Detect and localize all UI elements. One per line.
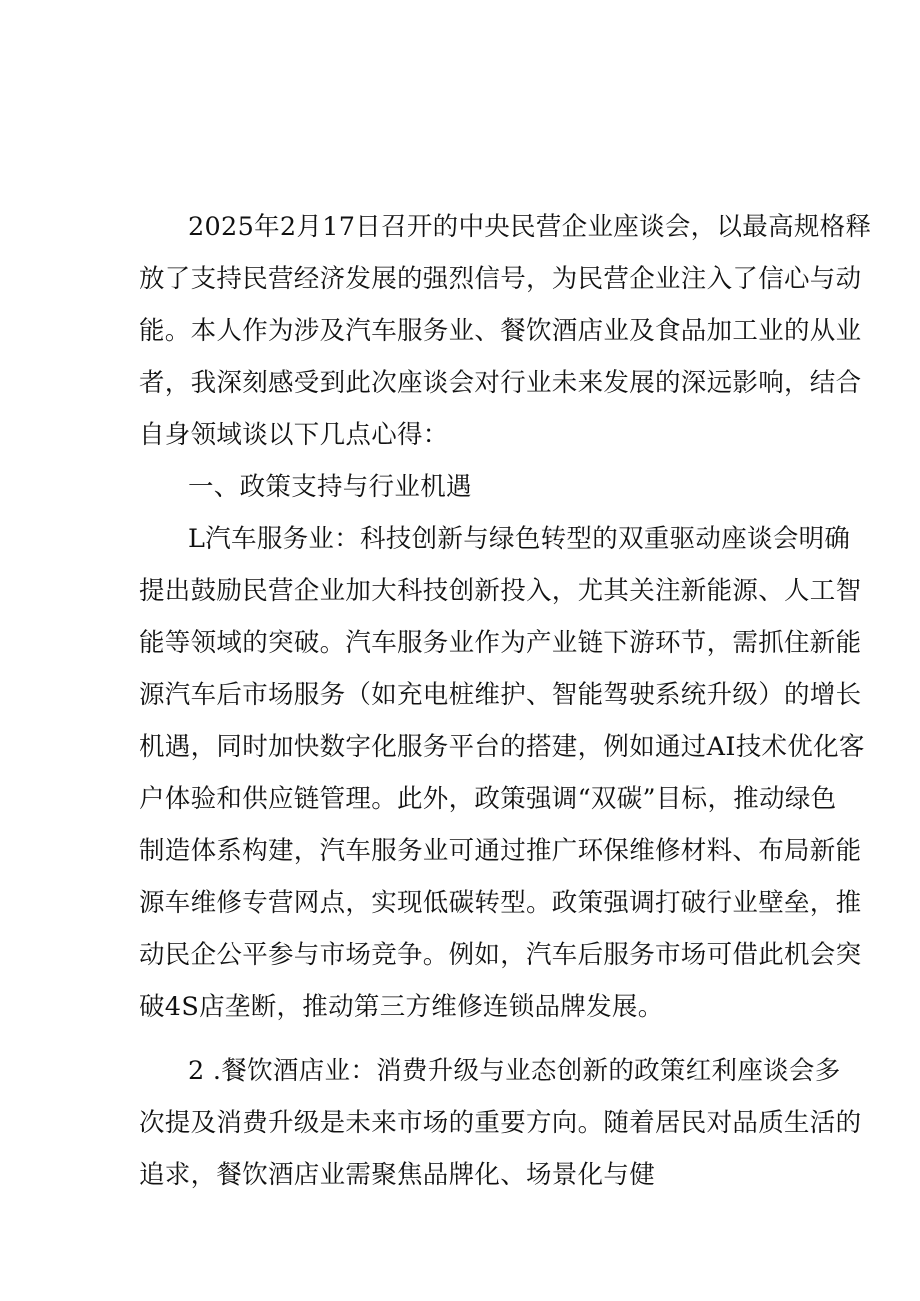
paragraph-line: L汽车服务业：科技创新与绿色转型的双重驱动座谈会明确 <box>188 524 851 554</box>
paragraph-line: 能等领域的突破。汽车服务业作为产业链下游环节，需抓住新能 <box>139 628 862 658</box>
paragraph-line: 提出鼓励民营企业加大科技创新投入，尤其关注新能源、人工智 <box>139 576 862 606</box>
paragraph-line: 追求，餐饮酒店业需聚焦品牌化、场景化与健 <box>139 1160 656 1190</box>
paragraph-intro <box>139 209 872 453</box>
paragraph-line: 2 .餐饮酒店业：消费升级与业态创新的政策红利座谈会多 <box>188 1056 841 1086</box>
paragraph-line: 自身领域谈以下几点心得： <box>139 420 449 450</box>
paragraph-line: 源车维修专营网点，实现低碳转型。政策强调打破行业壁垒，推 <box>139 888 862 918</box>
paragraph-line: 源汽车后市场服务（如充电桩维护、智能驾驶系统升级）的增长 <box>139 680 862 710</box>
paragraph-auto-service <box>139 521 865 1025</box>
paragraph-line: 机遇，同时加快数字化服务平台的搭建，例如通过AI技术优化客 <box>139 732 865 762</box>
paragraph-line: 户体验和供应链管理。此外，政策强调“双碳”目标，推动绿色 <box>139 784 837 814</box>
heading-line: 一、政策支持与行业机遇 <box>188 472 472 502</box>
paragraph-line: 制造体系构建，汽车服务业可通过推广环保维修材料、布局新能 <box>139 836 862 866</box>
section-heading <box>139 469 792 505</box>
paragraph-line: 破4S店垄断，推动第三方维修连锁品牌发展。 <box>139 992 664 1022</box>
paragraph-line: 能。本人作为涉及汽车服务业、餐饮酒店业及食品加工业的从业 <box>139 316 862 346</box>
paragraph-catering-hotel <box>139 1053 862 1193</box>
paragraph-line: 次提及消费升级是未来市场的重要方向。随着居民对品质生活的 <box>139 1108 862 1138</box>
paragraph-line: 动民企公平参与市场竞争。例如，汽车后服务市场可借此机会突 <box>139 940 862 970</box>
paragraph-line: 者，我深刻感受到此次座谈会对行业未来发展的深远影响，结合 <box>139 368 862 398</box>
paragraph-line: 放了支持民营经济发展的强烈信号，为民营企业注入了信心与动 <box>139 264 862 294</box>
paragraph-line: 2025年2月17日召开的中央民营企业座谈会，以最高规格释 <box>188 212 872 242</box>
